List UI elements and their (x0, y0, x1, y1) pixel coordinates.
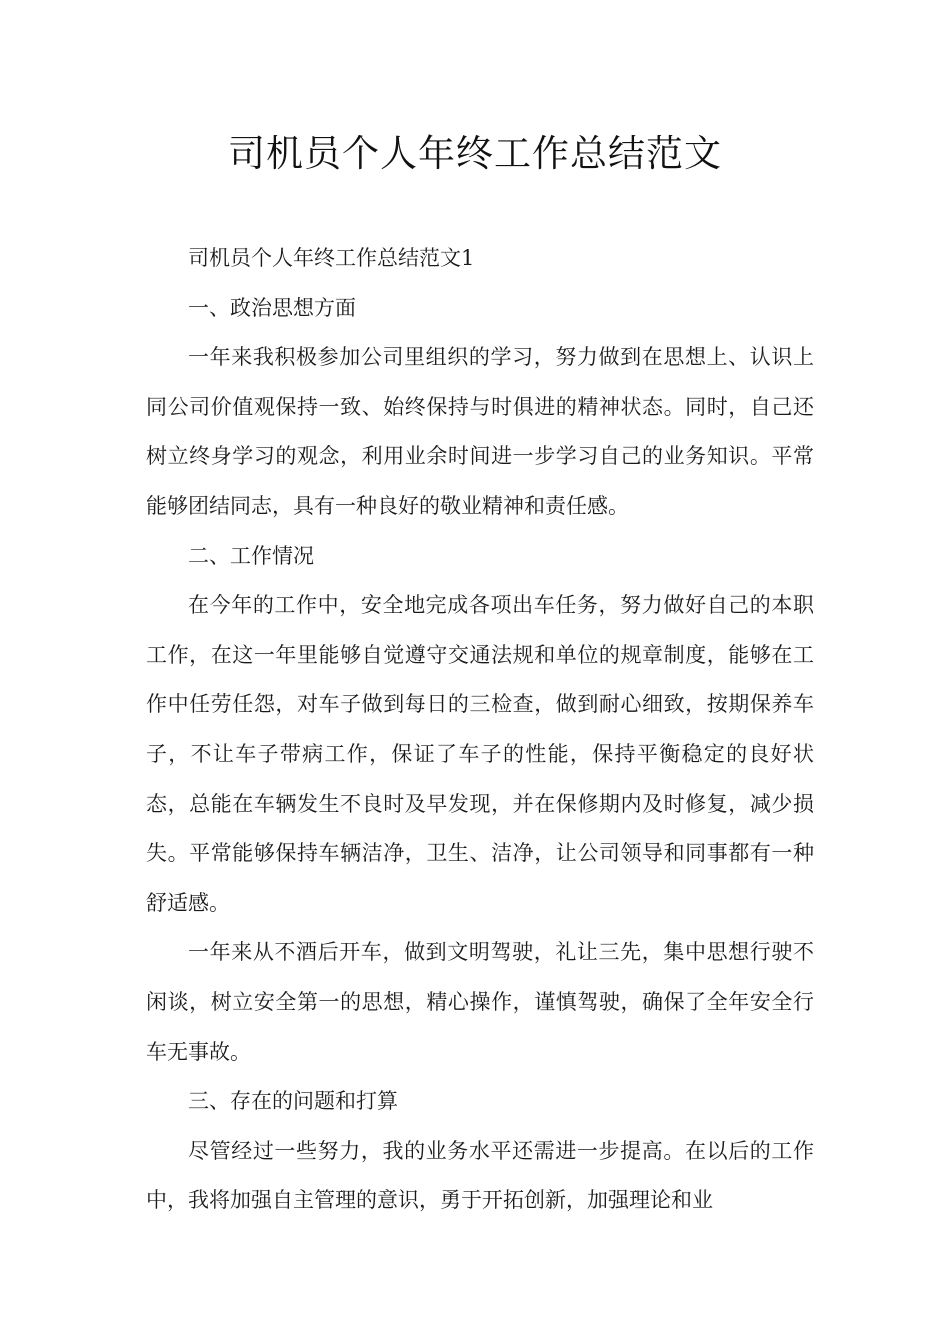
section-heading-problems: 三、存在的问题和打算 (188, 1089, 398, 1114)
subtitle-paragraph: 司机员个人年终工作总结范文1 (188, 246, 475, 270)
document-title: 司机员个人年终工作总结范文 (228, 132, 722, 175)
body-paragraph: 一年来从不酒后开车，做到文明驾驶，礼让三先，集中思想行驶不闲谈，树立安全第一的思想，精心操作，谨慎驾驶，确保了全年安全行车无事故。 (146, 940, 814, 1064)
section-heading-political: 一、政治思想方面 (188, 295, 356, 320)
body-paragraph: 尽管经过一些努力，我的业务水平还需进一步提高。在以后的工作中，我将加强自主管理的意识，勇于开拓创新，加强理论和业 (146, 1138, 814, 1213)
body-paragraph: 在今年的工作中，安全地完成各项出车任务，努力做好自己的本职工作，在这一年里能够自觉遵守交通法规和单位的规章制度，能够在工作中任劳任怨，对车子做到每日的三检查，做到耐心细致，按期保养车子，不让车子带病工作，保证了车子的性能，保持平衡稳定的良好状态，总能在车辆发生不良时及早发现，并在保修期内及时修复，减少损失。平常能够保持车辆洁净，卫生、洁净，让公司领导和同事都有一种舒适感。 (146, 593, 814, 915)
document-body (146, 234, 814, 1226)
section-heading-work: 二、工作情况 (188, 543, 314, 568)
body-paragraph: 一年来我积极参加公司里组织的学习，努力做到在思想上、认识上同公司价值观保持一致、始终保持与时俱进的精神状态。同时，自己还树立终身学习的观念，利用业余时间进一步学习自己的业务知识。平常能够团结同志，具有一种良好的敬业精神和责任感。 (146, 345, 814, 518)
